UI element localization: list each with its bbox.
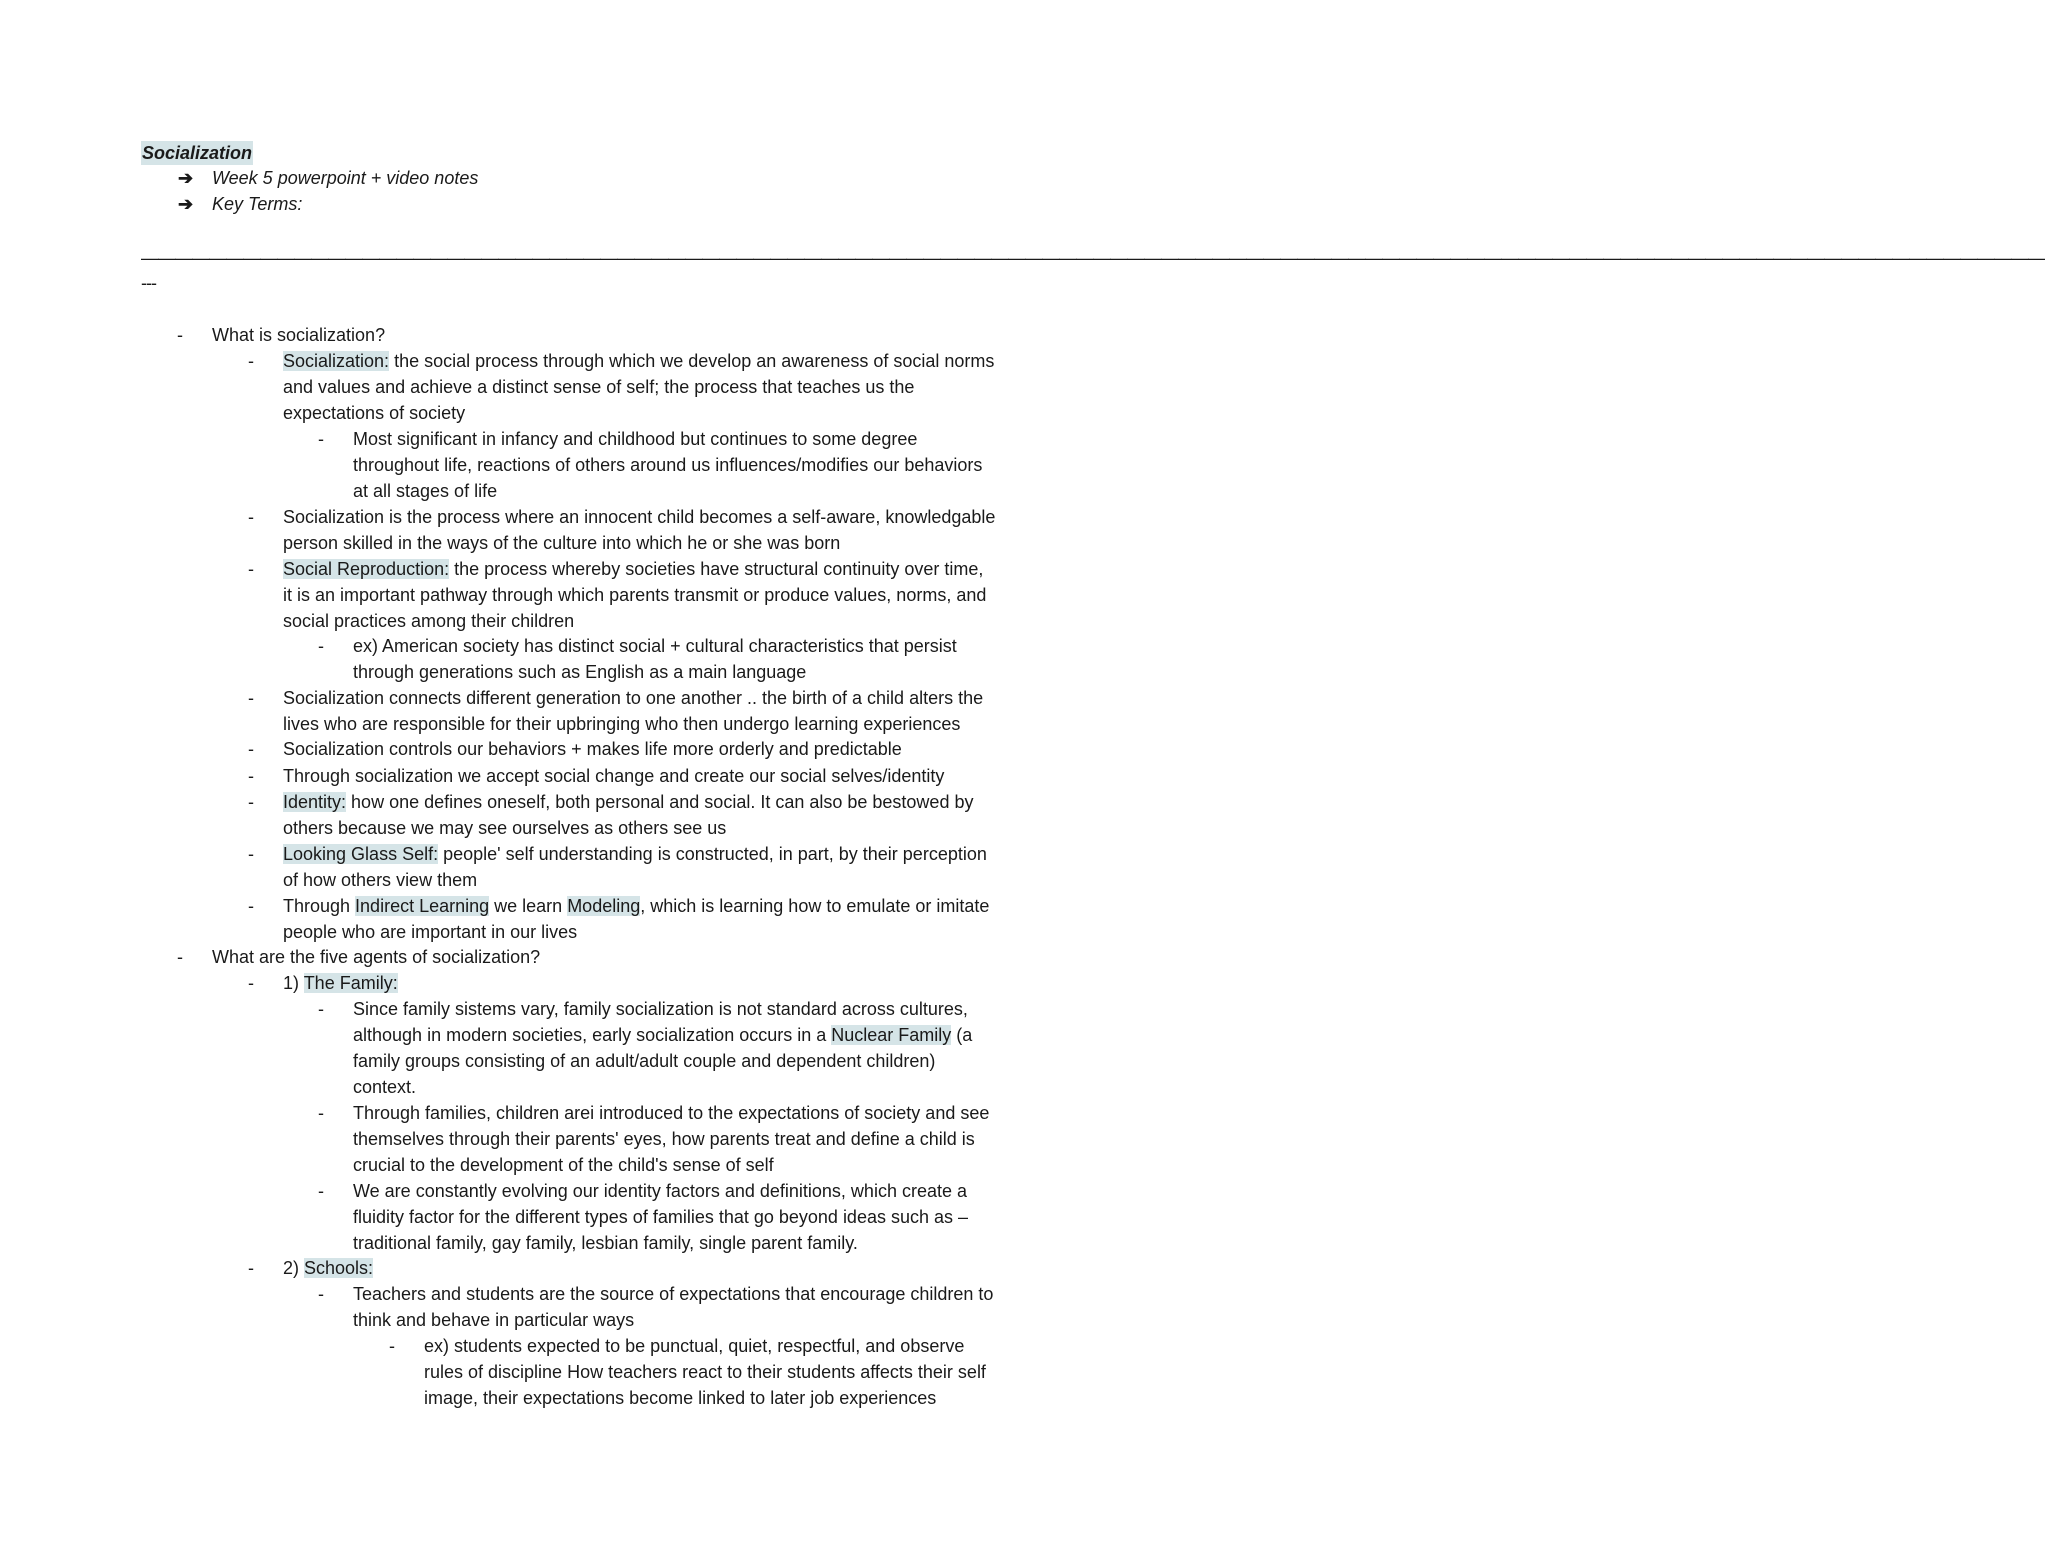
arrow-icon: ➔ [178, 168, 194, 188]
list-text: throughout life, reactions of others around us influences/modifies our behaviors [353, 455, 983, 475]
list-item [248, 970, 398, 996]
bullet-dash: - [318, 1284, 324, 1304]
list-text: think and behave in particular ways [353, 1310, 635, 1330]
list-item [177, 322, 386, 348]
list-text: family groups consisting of an adult/adult couple and dependent children) [353, 1051, 936, 1071]
list-item [318, 426, 983, 504]
list-item [248, 1255, 374, 1281]
list-text: Most significant in infancy and childhood but continues to some degree [353, 429, 918, 449]
question-text: What is socialization? [212, 325, 386, 345]
list-item [248, 893, 990, 945]
list-text: 2) [283, 1258, 305, 1278]
list-text: through generations such as English as a main language [353, 662, 807, 682]
list-item [248, 504, 996, 556]
list-text: We are constantly evolving our identity factors and definitions, which create a [353, 1181, 967, 1201]
bullet-dash: - [248, 559, 254, 579]
bullet-dash: - [177, 947, 183, 967]
highlighted-term: Looking Glass Self: [283, 844, 439, 864]
list-item [177, 944, 541, 970]
highlighted-term: Modeling [567, 896, 641, 916]
bullet-dash: - [318, 636, 324, 656]
bullet-dash: - [248, 351, 254, 371]
bullet-dash: - [248, 896, 254, 916]
list-item [318, 1281, 994, 1333]
list-item [248, 556, 987, 634]
list-text: the process whereby societies have structural continuity over time, [449, 559, 984, 579]
arrow-icon: ➔ [178, 194, 194, 214]
list-item [389, 1333, 986, 1411]
list-text: how one defines oneself, both personal and social. It can also be bestowed by [346, 792, 974, 812]
list-item [248, 736, 902, 762]
list-text: the social process through which we develop an awareness of social norms [389, 351, 995, 371]
list-text: traditional family, gay family, lesbian family, single parent family. [353, 1233, 858, 1253]
bullet-dash: - [389, 1336, 395, 1356]
divider-line-continuation: --- [141, 273, 156, 293]
bullet-dash: - [248, 973, 254, 993]
highlighted-term: Identity: [283, 792, 347, 812]
list-text: and values and achieve a distinct sense of self; the process that teaches us the [283, 377, 915, 397]
list-text: ex) American society has distinct social + cultural characteristics that persist [353, 636, 957, 656]
list-text: rules of discipline How teachers react to their students affects their self [424, 1362, 986, 1382]
divider-line: ———————————————————————————————————————————————————————————————————————————————————————————————————————————————— [141, 248, 2045, 268]
list-text: Since family sistems vary, family socialization is not standard across cultures, [353, 999, 968, 1019]
list-item [318, 633, 957, 685]
list-text: of how others view them [283, 870, 478, 890]
list-text: Through socialization we accept social change and create our social selves/identity [283, 766, 945, 786]
list-text: image, their expectations become linked to later job experiences [424, 1388, 937, 1408]
highlighted-term: The Family: [303, 973, 398, 993]
list-text: social practices among their children [283, 611, 575, 631]
list-text: others because we may see ourselves as others see us [283, 818, 727, 838]
list-text: themselves through their parents' eyes, how parents treat and define a child is [353, 1129, 975, 1149]
list-item [248, 685, 984, 737]
bullet-dash: - [177, 325, 183, 345]
document-title: Socialization [142, 143, 253, 163]
list-text: fluidity factor for the different types of families that go beyond ideas such as – [353, 1207, 969, 1227]
bullet-dash: - [248, 792, 254, 812]
question-text: What are the five agents of socialization? [212, 947, 541, 967]
list-text: Socialization controls our behaviors + makes life more orderly and predictable [283, 739, 902, 759]
list-text: although in modern societies, early socialization occurs in a [353, 1025, 832, 1045]
list-text: it is an important pathway through which parents transmit or produce values, norms, and [283, 585, 987, 605]
list-item [248, 763, 945, 789]
list-text: 1) [283, 973, 304, 993]
list-text: person skilled in the ways of the culture into which he or she was born [283, 533, 841, 553]
bullet-dash: - [248, 844, 254, 864]
list-item [248, 348, 995, 426]
list-text: Socialization is the process where an innocent child becomes a self-aware, knowledgable [283, 507, 996, 527]
list-text: people who are important in our lives [283, 922, 578, 942]
list-text: expectations of society [283, 403, 466, 423]
list-item [248, 841, 987, 893]
list-text: at all stages of life [353, 481, 498, 501]
list-text: we learn [489, 896, 568, 916]
bullet-dash: - [318, 1103, 324, 1123]
highlighted-term: Social Reproduction: [283, 559, 450, 579]
list-item [318, 1178, 969, 1256]
bullet-dash: - [318, 1181, 324, 1201]
intro-text: Week 5 powerpoint + video notes [212, 168, 479, 188]
intro-item [178, 192, 302, 216]
highlighted-term: Nuclear Family [831, 1025, 952, 1045]
bullet-dash: - [248, 739, 254, 759]
list-text: (a [951, 1025, 973, 1045]
list-text: Through [283, 896, 356, 916]
bullet-dash: - [248, 507, 254, 527]
list-text: ex) students expected to be punctual, quiet, respectful, and observe [424, 1336, 965, 1356]
list-text: Through families, children arei introduced to the expectations of society and see [353, 1103, 990, 1123]
intro-item [178, 166, 478, 190]
bullet-dash: - [248, 688, 254, 708]
list-text: lives who are responsible for their upbringing who then undergo learning experiences [283, 714, 961, 734]
list-item [248, 789, 974, 841]
list-text: context. [353, 1077, 417, 1097]
highlighted-term: Socialization: [283, 351, 390, 371]
list-text: people' self understanding is constructed, in part, by their perception [438, 844, 987, 864]
list-text: crucial to the development of the child's sense of self [353, 1155, 774, 1175]
bullet-dash: - [318, 999, 324, 1019]
list-text: Teachers and students are the source of expectations that encourage children to [353, 1284, 994, 1304]
bullet-dash: - [248, 1258, 254, 1278]
bullet-dash: - [318, 429, 324, 449]
list-text: , which is learning how to emulate or imitate [640, 896, 990, 916]
list-text: Socialization connects different generation to one another .. the birth of a child alters the [283, 688, 984, 708]
highlighted-term: Schools: [304, 1258, 374, 1278]
list-item [318, 996, 973, 1100]
intro-text: Key Terms: [212, 194, 303, 214]
bullet-dash: - [248, 766, 254, 786]
list-item [318, 1100, 990, 1178]
highlighted-term: Indirect Learning [355, 896, 490, 916]
